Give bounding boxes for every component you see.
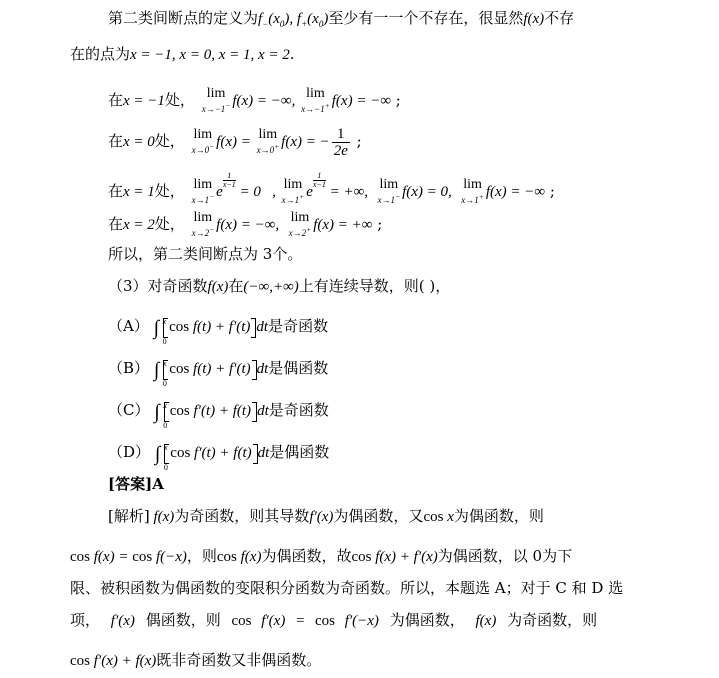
explanation-line-3: 限、被积函数为偶函数的变限积分函数为奇函数。所以，本题选 A；对于 C 和 D 选 [70, 579, 624, 597]
option-b-label: （B） [108, 359, 150, 377]
explanation-text: 项， [70, 611, 101, 629]
option-c-tail: 是奇函数 [268, 401, 329, 419]
case-label: 在 [108, 182, 124, 200]
case-label: 在 [108, 90, 124, 109]
formula-points: x = −1, x = 0, x = 1, x = 2 [130, 47, 290, 63]
explanation-text-2: 为偶函数，故 [261, 547, 352, 565]
explanation-line-1 [108, 506, 544, 527]
option-c [108, 400, 329, 430]
option-c-label: （C） [108, 401, 150, 419]
explanation-line-5 [70, 650, 321, 671]
formula-x-eq: x = 1 [123, 184, 155, 200]
option-a [108, 316, 329, 346]
case-label: 在 [108, 214, 124, 233]
formula-fprime: f′(x) [110, 613, 135, 629]
formula-option-c: ∫ x 0 cos f′(t) + f(t) dt [154, 400, 269, 430]
case-label-2: 处， [164, 90, 195, 109]
points-line: 在的点为x = −1, x = 0, x = 1, x = 2. [70, 45, 295, 63]
formula-option-d: ∫ x 0 cos f′(t) + f(t) dt [154, 442, 270, 472]
case-label: 在 [108, 131, 124, 150]
formula-fx: f(x) [207, 279, 229, 295]
explanation-label: [解析] [108, 507, 150, 525]
formula-interval: (−∞,+∞) [243, 279, 299, 295]
option-a-label: （A） [108, 317, 149, 335]
explanation-line-4 [70, 610, 597, 631]
definition-line [108, 8, 574, 34]
option-a-tail: 是奇函数 [268, 317, 329, 335]
definition-text: 第二类间断点的定义为 [108, 9, 259, 27]
definition-text-2: 至少有一一个不存在，很显然 [328, 9, 524, 27]
explanation-text-2: 偶函数，则 [145, 611, 221, 629]
formula-x-eq: x = −1 [123, 92, 165, 109]
points-text: 在的点为 [70, 45, 131, 63]
formula-cos-fx: cos f(x) [216, 549, 262, 565]
explanation-text-2: 为偶函数，又 [333, 507, 424, 525]
formula-cos-fprime-sum: cos f′(x) + f(x) [70, 653, 157, 669]
option-b-tail: 是偶函数 [268, 359, 329, 377]
explanation-text-3: 为偶函数， [389, 611, 465, 629]
definition-text-3: 不存 [544, 9, 575, 27]
explanation-text-3: 为偶函数，以 0为下 [437, 547, 573, 565]
case-x-zero: 在x = 0处， lim x→0− f(x) = lim x→0+ f(x) = − $\frac{1}{2e}$ ; [108, 126, 362, 159]
formula-cos-x: cos x [423, 509, 454, 525]
answer-line: [答案]A [108, 475, 164, 493]
formula-fprime: f′(x) [309, 509, 334, 525]
case-label-2: 处， [154, 131, 185, 150]
formula-x-eq: x = 2 [123, 216, 155, 233]
question-text: （3）对奇函数 [108, 277, 208, 295]
case-x-minus-one: 在x = −1处， lim x→−1− f(x) = −∞, lim x→−1+ f(x) = −∞ ; [108, 86, 401, 114]
formula-fx: f(x) [523, 11, 545, 27]
explanation-text-3: 为偶函数，则 [453, 507, 544, 525]
option-d [108, 442, 330, 472]
option-b [108, 358, 329, 388]
explanation-text: 既非奇函数又非偶函数。 [156, 651, 322, 669]
question-text-2: 在 [228, 277, 244, 295]
formula-cos-sum: cos f(x) + f′(x) [351, 549, 438, 565]
conclusion-line: 所以，第二类间断点为 3个。 [108, 245, 303, 263]
formula-option-a: ∫ x 0 cos f(t) + f′(t) dt [153, 316, 269, 346]
option-d-tail: 是偶函数 [269, 443, 330, 461]
option-d-label: （D） [108, 443, 151, 461]
case-x-two: 在x = 2处， lim x→2− f(x) = −∞, lim x→2+ f(x) = +∞ ; [108, 210, 383, 238]
case-label-2: 处， [154, 182, 185, 200]
case-label-2: 处， [154, 214, 185, 233]
formula-fx: f(x) [149, 509, 175, 525]
explanation-line-2 [70, 546, 572, 567]
question-text-3: 上有连续导数，则( )， [298, 277, 451, 295]
formula-limits-two: lim x→2− f(x) = −∞, lim x→2+ f(x) = +∞ [191, 210, 373, 238]
formula-option-b: ∫ x 0 cos f(t) + f′(t) dt [153, 358, 269, 388]
case-x-one: 在x = 1处， lim x→1− e $\frac{1}{x-1}$ = 0 , lim x→1+ e $\frac{1}{x-1}$ = +∞, lim x→1− f(x) = 0, lim x→1+ f(x) = −∞ ; [108, 171, 555, 206]
formula-limits-minus-one: lim x→−1− f(x) = −∞, lim x→−1+ f(x) = −∞ [201, 86, 392, 114]
formula-limits-one: lim x→1− e $\frac{1}{x-1}$ = 0 , lim x→1+ e $\frac{1}{x-1}$ = +∞, lim x→1− f(x) = 0, lim x→1+ f(x) = −∞ [191, 171, 546, 206]
question-line [108, 276, 450, 297]
formula-cos-even: cos f(x) = cos f(−x) [70, 549, 187, 565]
formula-x-eq: x = 0 [123, 133, 155, 150]
explanation-text-4: 为奇函数，则 [507, 611, 598, 629]
formula-fx: f(x) [475, 613, 497, 629]
explanation-text: 为奇函数，则其导数 [174, 507, 310, 525]
formula-limits-zero: lim x→0− f(x) = lim x→0+ f(x) = − $\frac{1}{2e}$ [191, 126, 348, 159]
formula-one-sided-values: $f_-(x_0)$, $f_+(x_0)$ [258, 11, 329, 29]
explanation-text: ，则 [186, 547, 217, 565]
formula-cos-fprime: cos f′(x) = cos f′(−x) [231, 613, 379, 629]
